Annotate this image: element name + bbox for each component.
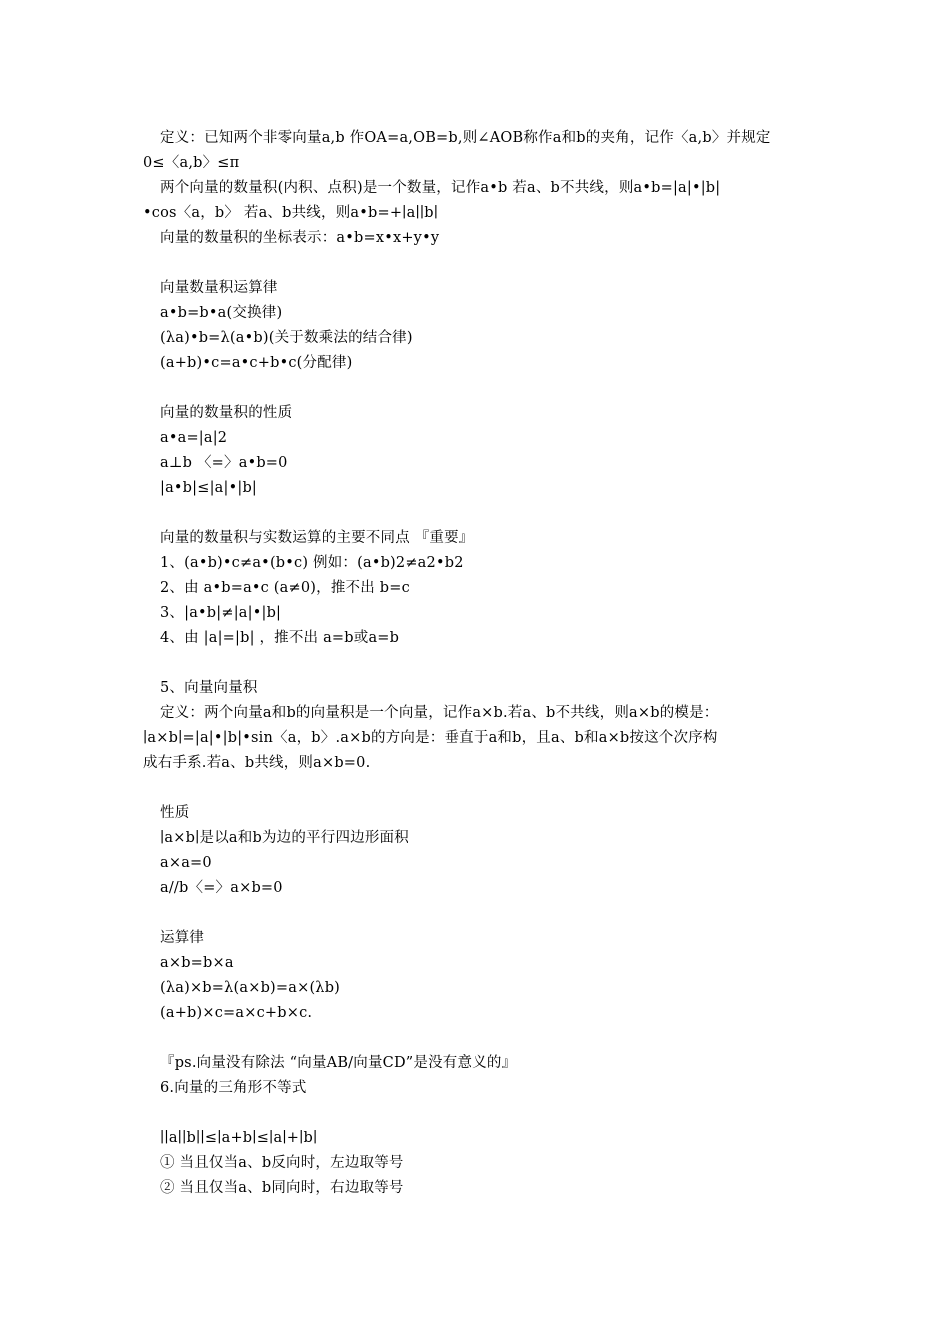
right-equality-condition: ② 当且仅当a、b同向时，右边取等号 xyxy=(160,1180,404,1196)
dot-product-laws-heading: 向量数量积运算律 xyxy=(160,280,278,296)
left-equality-condition: ① 当且仅当a、b反向时，左边取等号 xyxy=(160,1155,404,1171)
cross-distributive-line: (a+b)×c=a×c+b×c. xyxy=(160,1005,313,1021)
difference-item-4: 4、由 |a|=|b| ，推不出 a=b或a=b xyxy=(160,630,400,646)
dot-product-cos-line: •cos〈a，b〉 若a、b共线，则a•b=+∣a∣∣b∣ xyxy=(143,205,439,221)
cross-scalar-line: (λa)×b=λ(a×b)=a×(λb) xyxy=(160,980,341,996)
dot-product-definition-line: 两个向量的数量积(内积、点积)是一个数量，记作a•b 若a、b不共线，则a•b=|a|•|b| xyxy=(160,180,721,196)
difference-item-2: 2、由 a•b=a•c (a≠0)，推不出 b=c xyxy=(160,580,410,596)
triangle-inequality-formula: ∣∣a∣∣b∣∣≤∣a+b∣≤∣a∣+∣b∣ xyxy=(160,1130,318,1146)
angle-range-line: 0≤〈a,b〉≤π xyxy=(143,155,240,171)
properties-heading: 性质 xyxy=(160,805,190,821)
triangle-inequality-heading: 6.向量的三角形不等式 xyxy=(160,1080,307,1096)
difference-item-3: 3、|a•b|≠|a|•|b| xyxy=(160,605,282,621)
associative-law-line: (λa)•b=λ(a•b)(关于数乘法的结合律) xyxy=(160,330,413,346)
cauchy-inequality-line: |a•b|≤|a|•|b| xyxy=(160,480,258,496)
cross-laws-heading: 运算律 xyxy=(160,930,205,946)
dot-product-properties-heading: 向量的数量积的性质 xyxy=(160,405,293,421)
anticommutative-line: a×b=b×a xyxy=(160,955,234,971)
self-cross-line: a×a=0 xyxy=(160,855,212,871)
self-dot-line: a•a=|a|2 xyxy=(160,430,228,446)
dot-product-coordinate-line: 向量的数量积的坐标表示：a•b=x•x+y•y xyxy=(160,230,440,246)
parallelogram-area-line: ∣a×b∣是以a和b为边的平行四边形面积 xyxy=(160,830,409,846)
no-division-note: 『ps.向量没有除法 “向量AB/向量CD”是没有意义的』 xyxy=(160,1055,517,1071)
cross-product-heading: 5、向量向量积 xyxy=(160,680,258,696)
distributive-law-line: (a+b)•c=a•c+b•c(分配律) xyxy=(160,355,353,371)
commutative-law-line: a•b=b•a(交换律) xyxy=(160,305,283,321)
cross-product-handedness-line: 成右手系.若a、b共线，则a×b=0. xyxy=(143,755,371,771)
parallel-line: a//b〈=〉a×b=0 xyxy=(160,880,283,896)
differences-heading: 向量的数量积与实数运算的主要不同点 『重要』 xyxy=(160,530,474,546)
perpendicular-line: a⊥b 〈=〉a•b=0 xyxy=(160,455,288,471)
cross-product-definition-line: 定义：两个向量a和b的向量积是一个向量，记作a×b.若a、b不共线，则a×b的模是： xyxy=(160,705,719,721)
difference-item-1: 1、(a•b)•c≠a•(b•c) 例如：(a•b)2≠a2•b2 xyxy=(160,555,464,571)
cross-product-magnitude-line: ∣a×b∣=|a|•|b|•sin〈a，b〉.a×b的方向是：垂直于a和b，且a、b和a×b按这个次序构 xyxy=(143,730,718,746)
angle-definition-line: 定义：已知两个非零向量a,b 作OA=a,OB=b,则∠AOB称作a和b的夹角，记作〈a,b〉并规定 xyxy=(160,130,771,146)
